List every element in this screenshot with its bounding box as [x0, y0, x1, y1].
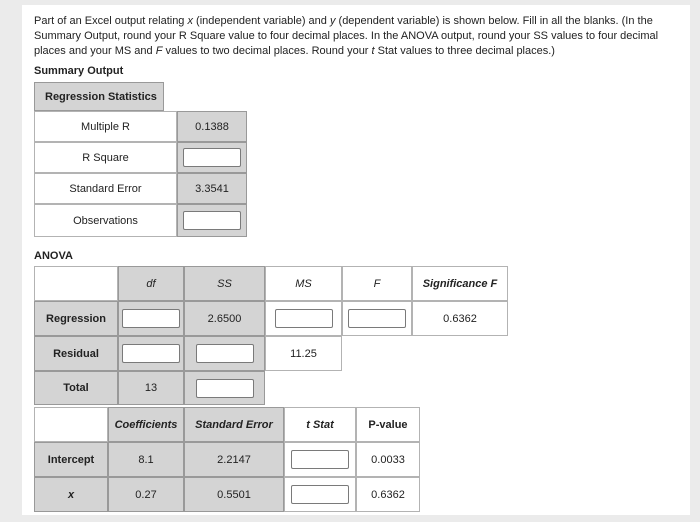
residual-df-input[interactable] — [122, 344, 180, 363]
residual-df-cell — [118, 336, 184, 371]
regression-df-input[interactable] — [122, 309, 180, 328]
x-t-stat-cell — [284, 477, 356, 512]
residual-ss-cell — [184, 336, 265, 371]
observations-input[interactable] — [183, 211, 241, 230]
instructions-text: Part of an Excel output relating x (independent variable) and y (dependent variable) is shown below. Fill in all the blanks. (In the Summary Output, round your R Square value to four decimal places. In the ANOVA output, round your SS values to four decimal places and your MS and F values to two decimal places. Round your t Stat values to three decimal places.) — [34, 15, 659, 57]
coef-header-blank — [34, 407, 108, 442]
regression-ms-cell — [265, 301, 342, 336]
multiple-r-label: Multiple R — [34, 111, 177, 142]
p-value-header: P-value — [356, 407, 420, 442]
regression-statistics-header: Regression Statistics — [34, 82, 164, 111]
x-label: x — [34, 477, 108, 512]
regression-df-cell — [118, 301, 184, 336]
question-page — [22, 5, 690, 515]
observations-label: Observations — [34, 204, 177, 237]
regression-f-input[interactable] — [348, 309, 406, 328]
residual-ss-input[interactable] — [196, 344, 254, 363]
standard-error-value: 3.3541 — [177, 173, 247, 204]
t-stat-header: t Stat — [284, 407, 356, 442]
regression-significance-f-value: 0.6362 — [412, 301, 508, 336]
regression-f-cell — [342, 301, 412, 336]
anova-f-header: F — [342, 266, 412, 301]
x-standard-error-value: 0.5501 — [184, 477, 284, 512]
residual-ms-value: 11.25 — [265, 336, 342, 371]
intercept-label: Intercept — [34, 442, 108, 477]
r-square-label: R Square — [34, 142, 177, 173]
intercept-standard-error-value: 2.2147 — [184, 442, 284, 477]
x-p-value: 0.6362 — [356, 477, 420, 512]
total-df-value: 13 — [118, 371, 184, 405]
x-coefficient-value: 0.27 — [108, 477, 184, 512]
anova-header-blank — [34, 266, 118, 301]
r-square-cell — [177, 142, 247, 173]
total-ss-input[interactable] — [196, 379, 254, 398]
intercept-t-stat-input[interactable] — [291, 450, 349, 469]
anova-df-header: df — [118, 266, 184, 301]
anova-ss-header: SS — [184, 266, 265, 301]
total-ss-cell — [184, 371, 265, 405]
residual-label: Residual — [34, 336, 118, 371]
summary-output-heading: Summary Output — [34, 65, 124, 77]
observations-cell — [177, 204, 247, 237]
coefficients-header: Coefficients — [108, 407, 184, 442]
anova-significance-f-header: Significance F — [412, 266, 508, 301]
multiple-r-value: 0.1388 — [177, 111, 247, 142]
regression-label: Regression — [34, 301, 118, 336]
anova-ms-header: MS — [265, 266, 342, 301]
intercept-coefficient-value: 8.1 — [108, 442, 184, 477]
standard-error-label: Standard Error — [34, 173, 177, 204]
x-t-stat-input[interactable] — [291, 485, 349, 504]
intercept-p-value: 0.0033 — [356, 442, 420, 477]
regression-ss-value: 2.6500 — [184, 301, 265, 336]
standard-error-header: Standard Error — [184, 407, 284, 442]
anova-heading: ANOVA — [34, 250, 73, 262]
total-label: Total — [34, 371, 118, 405]
r-square-input[interactable] — [183, 148, 241, 167]
intercept-t-stat-cell — [284, 442, 356, 477]
regression-ms-input[interactable] — [275, 309, 333, 328]
